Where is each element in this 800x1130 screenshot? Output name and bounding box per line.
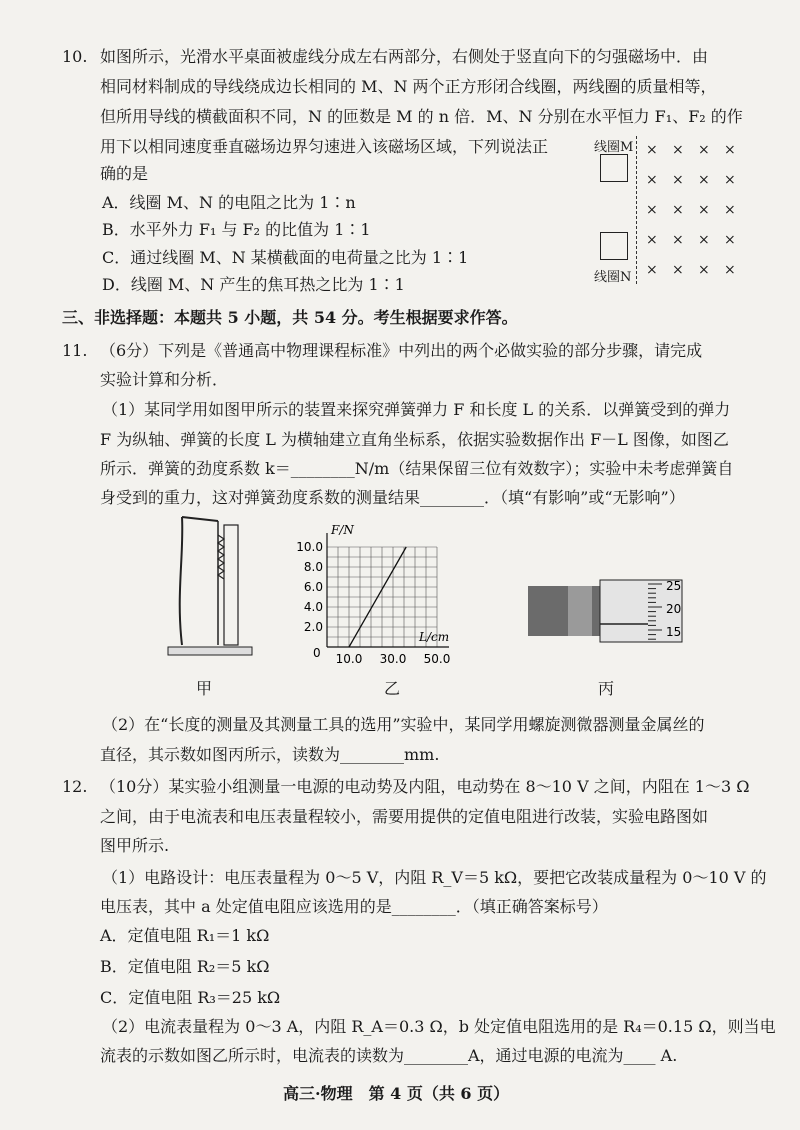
q11-number: 11. [62,341,88,360]
q11-part1-2: F 为纵轴、弹簧的长度 L 为横轴建立直角坐标系，依据实验数据作出 F－L 图像，如图乙 [100,430,729,449]
q10-option-b: B．水平外力 F₁ 与 F₂ 的比值为 1∶1 [102,220,371,239]
q12-intro-2: 之间，由于电流表和电压表量程较小，需要用提供的定值电阻进行改装，实验电路图如 [100,807,709,826]
q10-option-a: A．线圈 M、N 的电阻之比为 1∶n [102,193,356,212]
field-x-mark: × [646,262,658,278]
thimble-scale-label: 25 [666,579,682,593]
coil-n [600,232,628,260]
q10-line-1: 如图所示，光滑水平桌面被虚线分成左右两部分，右侧处于竖直向下的匀强磁场中．由 [100,47,709,66]
q10-figure [590,132,750,292]
q11-intro-1: （6分）下列是《普通高中物理课程标准》中列出的两个必做实验的部分步骤，请完成 [100,341,703,360]
q11-part2-2: 直径，其示数如图丙所示，读数为________mm. [100,745,440,764]
figure-jia-spring-apparatus [160,515,260,665]
field-x-mark: × [646,142,658,158]
y-tick-label: 6.0 [303,580,323,594]
q10-number: 10. [62,47,88,66]
field-x-mark: × [724,262,736,278]
q10-line-2: 相同材料制成的导线绕成边长相同的 M、N 两个正方形闭合线圈，两线圈的质量相等， [100,77,717,96]
field-x-mark: × [698,262,710,278]
x-tick-label: 30.0 [379,652,407,666]
fig-label-bing: 丙 [598,679,615,698]
q12-part1-1: （1）电路设计：电压表量程为 0～5 V，内阻 R_V＝5 kΩ，要把它改装成量程为 0～10 V 的 [102,868,767,887]
y-tick-label: 2.0 [303,620,323,634]
q12-option-c: C．定值电阻 R₃＝25 kΩ [100,988,281,1007]
q10-line-5: 确的是 [100,164,149,183]
q11-part1-1: （1）某同学用如图甲所示的装置来探究弹簧弹力 F 和长度 L 的关系．以弹簧受到的弹力 [102,400,731,419]
field-x-mark: × [672,172,684,188]
q12-number: 12. [62,777,88,796]
field-x-mark: × [646,202,658,218]
coil-m-label: 线圈M [594,140,634,155]
q11-part1-4: 身受到的重力，这对弹簧劲度系数的测量结果________．（填“有影响”或“无影响”） [100,488,685,507]
field-x-mark: × [672,142,684,158]
q11-part2-1: （2）在“长度的测量及其测量工具的选用”实验中，某同学用螺旋测微器测量金属丝的 [102,715,705,734]
y-axis-label: F/N [331,523,354,537]
field-x-mark: × [724,202,736,218]
q11-part1-3: 所示．弹簧的劲度系数 k＝________N/m（结果保留三位有效数字）；实验中未考虑弹簧自 [100,459,734,478]
field-x-mark: × [672,262,684,278]
q12-part2-1: （2）电流表量程为 0～3 A，内阻 R_A＝0.3 Ω，b 处定值电阻选用的是 R₄＝0.15 Ω，则当电 [102,1017,776,1036]
figure-bing-micrometer [528,574,688,664]
coil-n-label: 线圈N [594,270,632,285]
coil-m [600,154,628,182]
q10-line-4: 用下以相同速度垂直磁场边界匀速进入该磁场区域，下列说法正 [100,137,549,156]
field-x-mark: × [724,232,736,248]
y-tick-label: 10.0 [296,540,323,554]
y-tick-label: 8.0 [303,560,323,574]
y-tick-label: 4.0 [303,600,323,614]
field-x-mark: × [724,172,736,188]
field-x-mark: × [698,142,710,158]
magnetic-field-grid [646,142,746,282]
x-axis-label: L/cm [419,630,450,644]
field-x-mark: × [698,232,710,248]
q12-option-b: B．定值电阻 R₂＝5 kΩ [100,957,270,976]
page-footer: 高三·物理 第 4 页（共 6 页） [283,1084,510,1103]
field-boundary [636,136,637,284]
section-3-heading: 三、非选择题：本题共 5 小题，共 54 分。考生根据要求作答。 [62,308,518,327]
field-x-mark: × [672,232,684,248]
q12-intro-1: （10分）某实验小组测量一电源的电动势及内阻，电动势在 8～10 V 之间，内阻在 1～3 Ω [100,777,750,796]
q10-option-c: C．通过线圈 M、N 某横截面的电荷量之比为 1∶1 [102,248,469,267]
thimble-scale-label: 15 [666,625,682,639]
q11-intro-2: 实验计算和分析． [100,370,229,389]
field-x-mark: × [698,202,710,218]
figure-yi-f-l-chart [285,522,485,667]
field-x-mark: × [724,142,736,158]
thimble-scale-label: 20 [666,602,682,616]
fig-label-yi: 乙 [384,679,401,698]
x-tick-label: 10.0 [335,652,363,666]
q10-option-d: D．线圈 M、N 产生的焦耳热之比为 1∶1 [102,275,405,294]
fig-label-jia: 甲 [196,679,213,698]
q12-option-a: A．定值电阻 R₁＝1 kΩ [100,926,270,945]
field-x-mark: × [672,202,684,218]
q12-part1-2: 电压表，其中 a 处定值电阻应该选用的是________．（填正确答案标号） [100,897,608,916]
x-tick-label: 50.0 [423,652,451,666]
field-x-mark: × [698,172,710,188]
q12-intro-3: 图甲所示. [100,836,170,855]
field-x-mark: × [646,172,658,188]
q10-line-3: 但所用导线的横截面积不同，N 的匝数是 M 的 n 倍．M、N 分别在水平恒力 F₁、F₂ 的作 [100,107,743,126]
origin-label: 0 [313,646,321,660]
field-x-mark: × [646,232,658,248]
q12-part2-2: 流表的示数如图乙所示时，电流表的读数为________A，通过电源的电流为____ A. [100,1046,678,1065]
